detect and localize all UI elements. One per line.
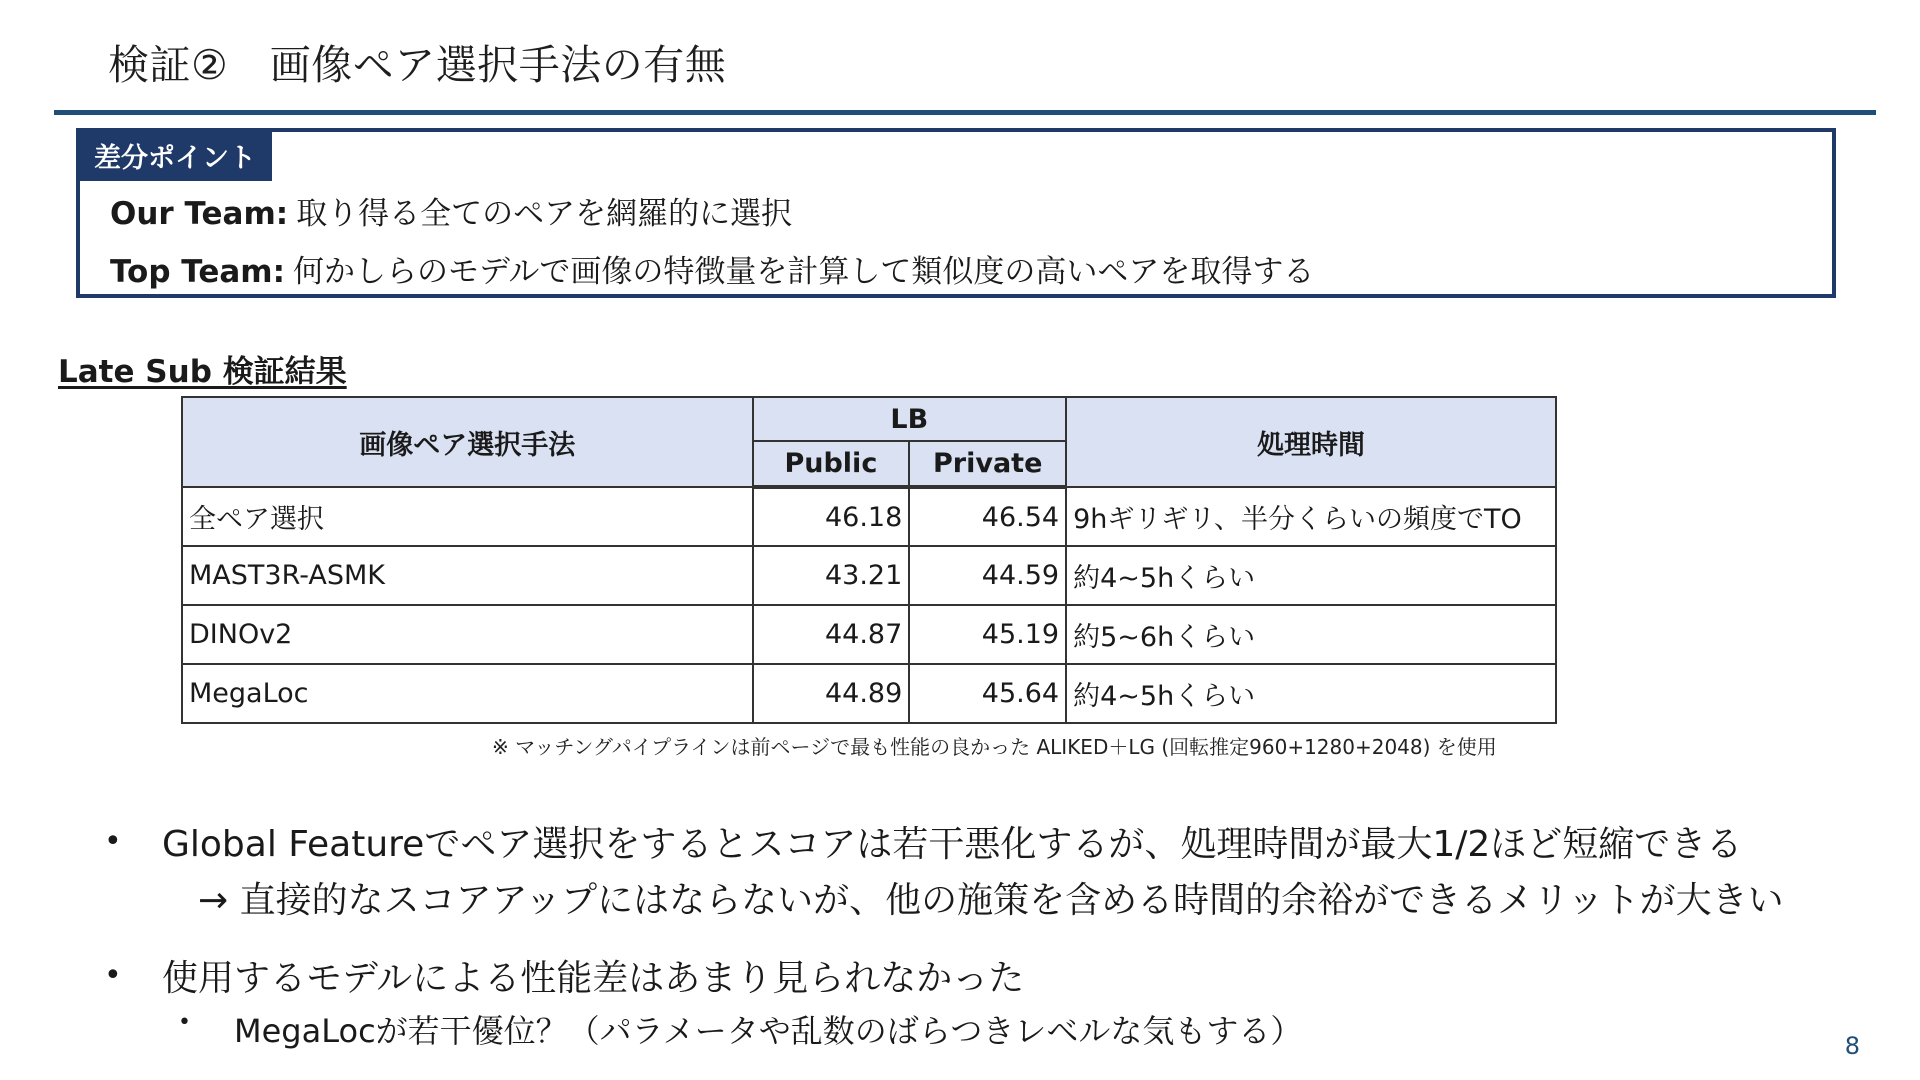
header-public: Public: [753, 441, 910, 487]
title-divider: [54, 110, 1876, 115]
table-header-row: [182, 397, 1556, 441]
bullet-1-sub: → 直接的なスコアアップにはならないが、他の施策を含める時間的余裕ができるメリットが大きい: [198, 880, 1784, 921]
sub-bullet-dot-icon: •: [178, 1010, 191, 1035]
header-lb: LB: [753, 397, 1067, 441]
cell-time: 約4~5hくらい: [1066, 664, 1556, 723]
table-row: [182, 605, 1556, 664]
cell-private: 45.19: [909, 605, 1066, 664]
cell-public: 43.21: [753, 546, 910, 605]
slide-title: 検証② 画像ペア選択手法の有無: [108, 41, 727, 89]
page-number: 8: [1844, 1032, 1860, 1060]
diff-point-tag: 差分ポイント: [80, 132, 272, 181]
cell-method: MAST3R-ASMK: [182, 546, 753, 605]
bullet-1: Global Featureでペア選択をするとスコアは若干悪化するが、処理時間が最大1/2ほど短縮できる: [162, 824, 1743, 865]
cell-public: 46.18: [753, 487, 910, 546]
cell-public: 44.89: [753, 664, 910, 723]
table-row: [182, 546, 1556, 605]
diff-point-box: [76, 128, 1836, 298]
header-time: 処理時間: [1066, 397, 1556, 487]
table-footnote: ※ マッチングパイプラインは前ページで最も性能の良かった ALIKED＋LG (回転推定960+1280+2048) を使用: [492, 735, 1497, 759]
cell-time: 約4~5hくらい: [1066, 546, 1556, 605]
our-team-line: [110, 188, 792, 233]
bullet-2: 使用するモデルによる性能差はあまり見られなかった: [162, 958, 1025, 999]
table-row: [182, 664, 1556, 723]
top-team-line: [110, 246, 1314, 291]
our-team-label: Our Team:: [110, 196, 289, 232]
cell-time: 9hギリギリ、半分くらいの頻度でTO: [1066, 487, 1556, 546]
cell-private: 45.64: [909, 664, 1066, 723]
table-row: [182, 487, 1556, 546]
cell-public: 44.87: [753, 605, 910, 664]
cell-private: 44.59: [909, 546, 1066, 605]
cell-method: 全ペア選択: [182, 487, 753, 546]
bullet-2-sub: MegaLocが若干優位？（パラメータや乱数のばらつきレベルな気もする）: [234, 1012, 1303, 1050]
bullet-dot-icon: •: [104, 958, 122, 993]
cell-time: 約5~6hくらい: [1066, 605, 1556, 664]
cell-method: MegaLoc: [182, 664, 753, 723]
bullet-dot-icon: •: [104, 824, 122, 859]
header-method: 画像ペア選択手法: [182, 397, 753, 487]
our-team-text: 取り得る全てのペアを網羅的に選択: [296, 196, 793, 232]
section-title: Late Sub 検証結果: [58, 354, 347, 390]
top-team-label: Top Team:: [110, 254, 285, 290]
header-private: Private: [909, 441, 1066, 487]
cell-private: 46.54: [909, 487, 1066, 546]
cell-method: DINOv2: [182, 605, 753, 664]
top-team-text: 何かしらのモデルで画像の特徴量を計算して類似度の高いペアを取得する: [292, 254, 1315, 290]
results-table: [181, 396, 1557, 724]
